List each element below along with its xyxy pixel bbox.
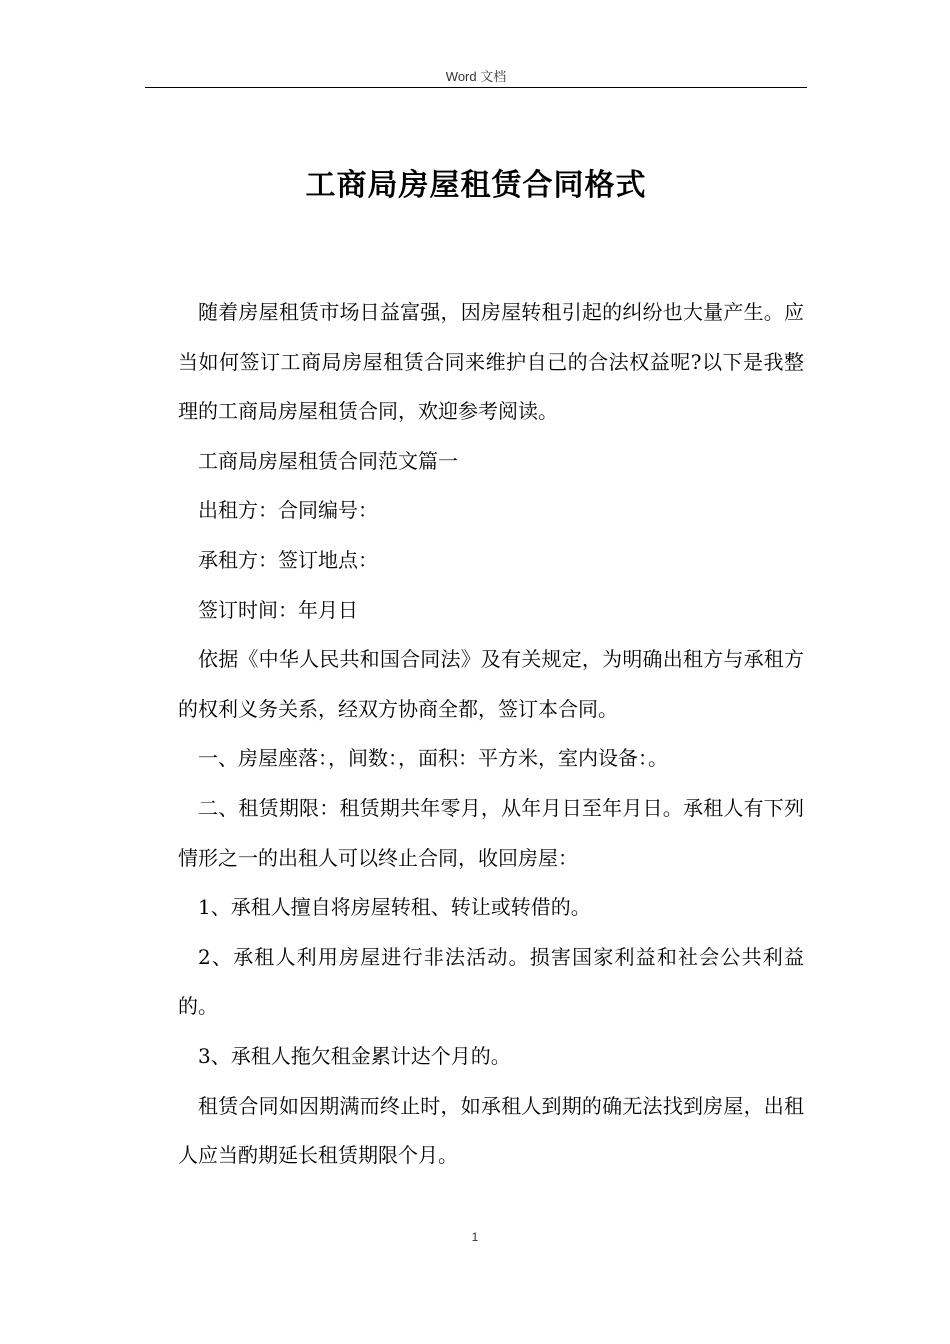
paragraph-lessee: 承租方：签订地点： <box>198 547 378 572</box>
paragraph-lessor: 出租方：合同编号： <box>198 498 378 523</box>
paragraph-legal-basis: 依据《中华人民共和国合同法》及有关规定，为明确出租方与承租方的权利义务关系，经双方协商全都，签订本合同。 <box>178 647 804 721</box>
paragraph-sign-date: 签订时间：年月日 <box>198 597 358 622</box>
paragraph-clause-location: 一、房屋座落：，间数：，面积：平方米，室内设备：。 <box>198 746 668 771</box>
header-divider <box>145 87 807 88</box>
paragraph-intro: 随着房屋租赁市场日益富强，因房屋转租引起的纠纷也大量产生。应当如何签订工商局房屋租赁合同来维护自己的合法权益呢?以下是我整理的工商局房屋租赁合同，欢迎参考阅读。 <box>178 300 804 424</box>
paragraph-section-heading: 工商局房屋租赁合同范文篇一 <box>198 448 458 473</box>
paragraph-expiry: 租赁合同如因期满而终止时，如承租人到期的确无法找到房屋，出租人应当酌期延长租赁期限个月。 <box>178 1093 804 1168</box>
document-body <box>178 288 804 1181</box>
paragraph-item-3: 3、承租人拖欠租金累计达个月的。 <box>198 1043 511 1068</box>
paragraph-clause-term: 二、租赁期限：租赁期共年零月，从年月日至年月日。承租人有下列情形之一的出租人可以终止合同，收回房屋： <box>178 795 804 870</box>
paragraph-item-1: 1、承租人擅自将房屋转租、转让或转借的。 <box>198 895 591 920</box>
page-header-label: Word 文档 <box>445 69 507 84</box>
page-number: 1 <box>471 1230 479 1244</box>
document-title: 工商局房屋租赁合同格式 <box>305 168 647 203</box>
paragraph-item-2: 2、承租人利用房屋进行非法活动。损害国家利益和社会公共利益的。 <box>178 944 804 1019</box>
